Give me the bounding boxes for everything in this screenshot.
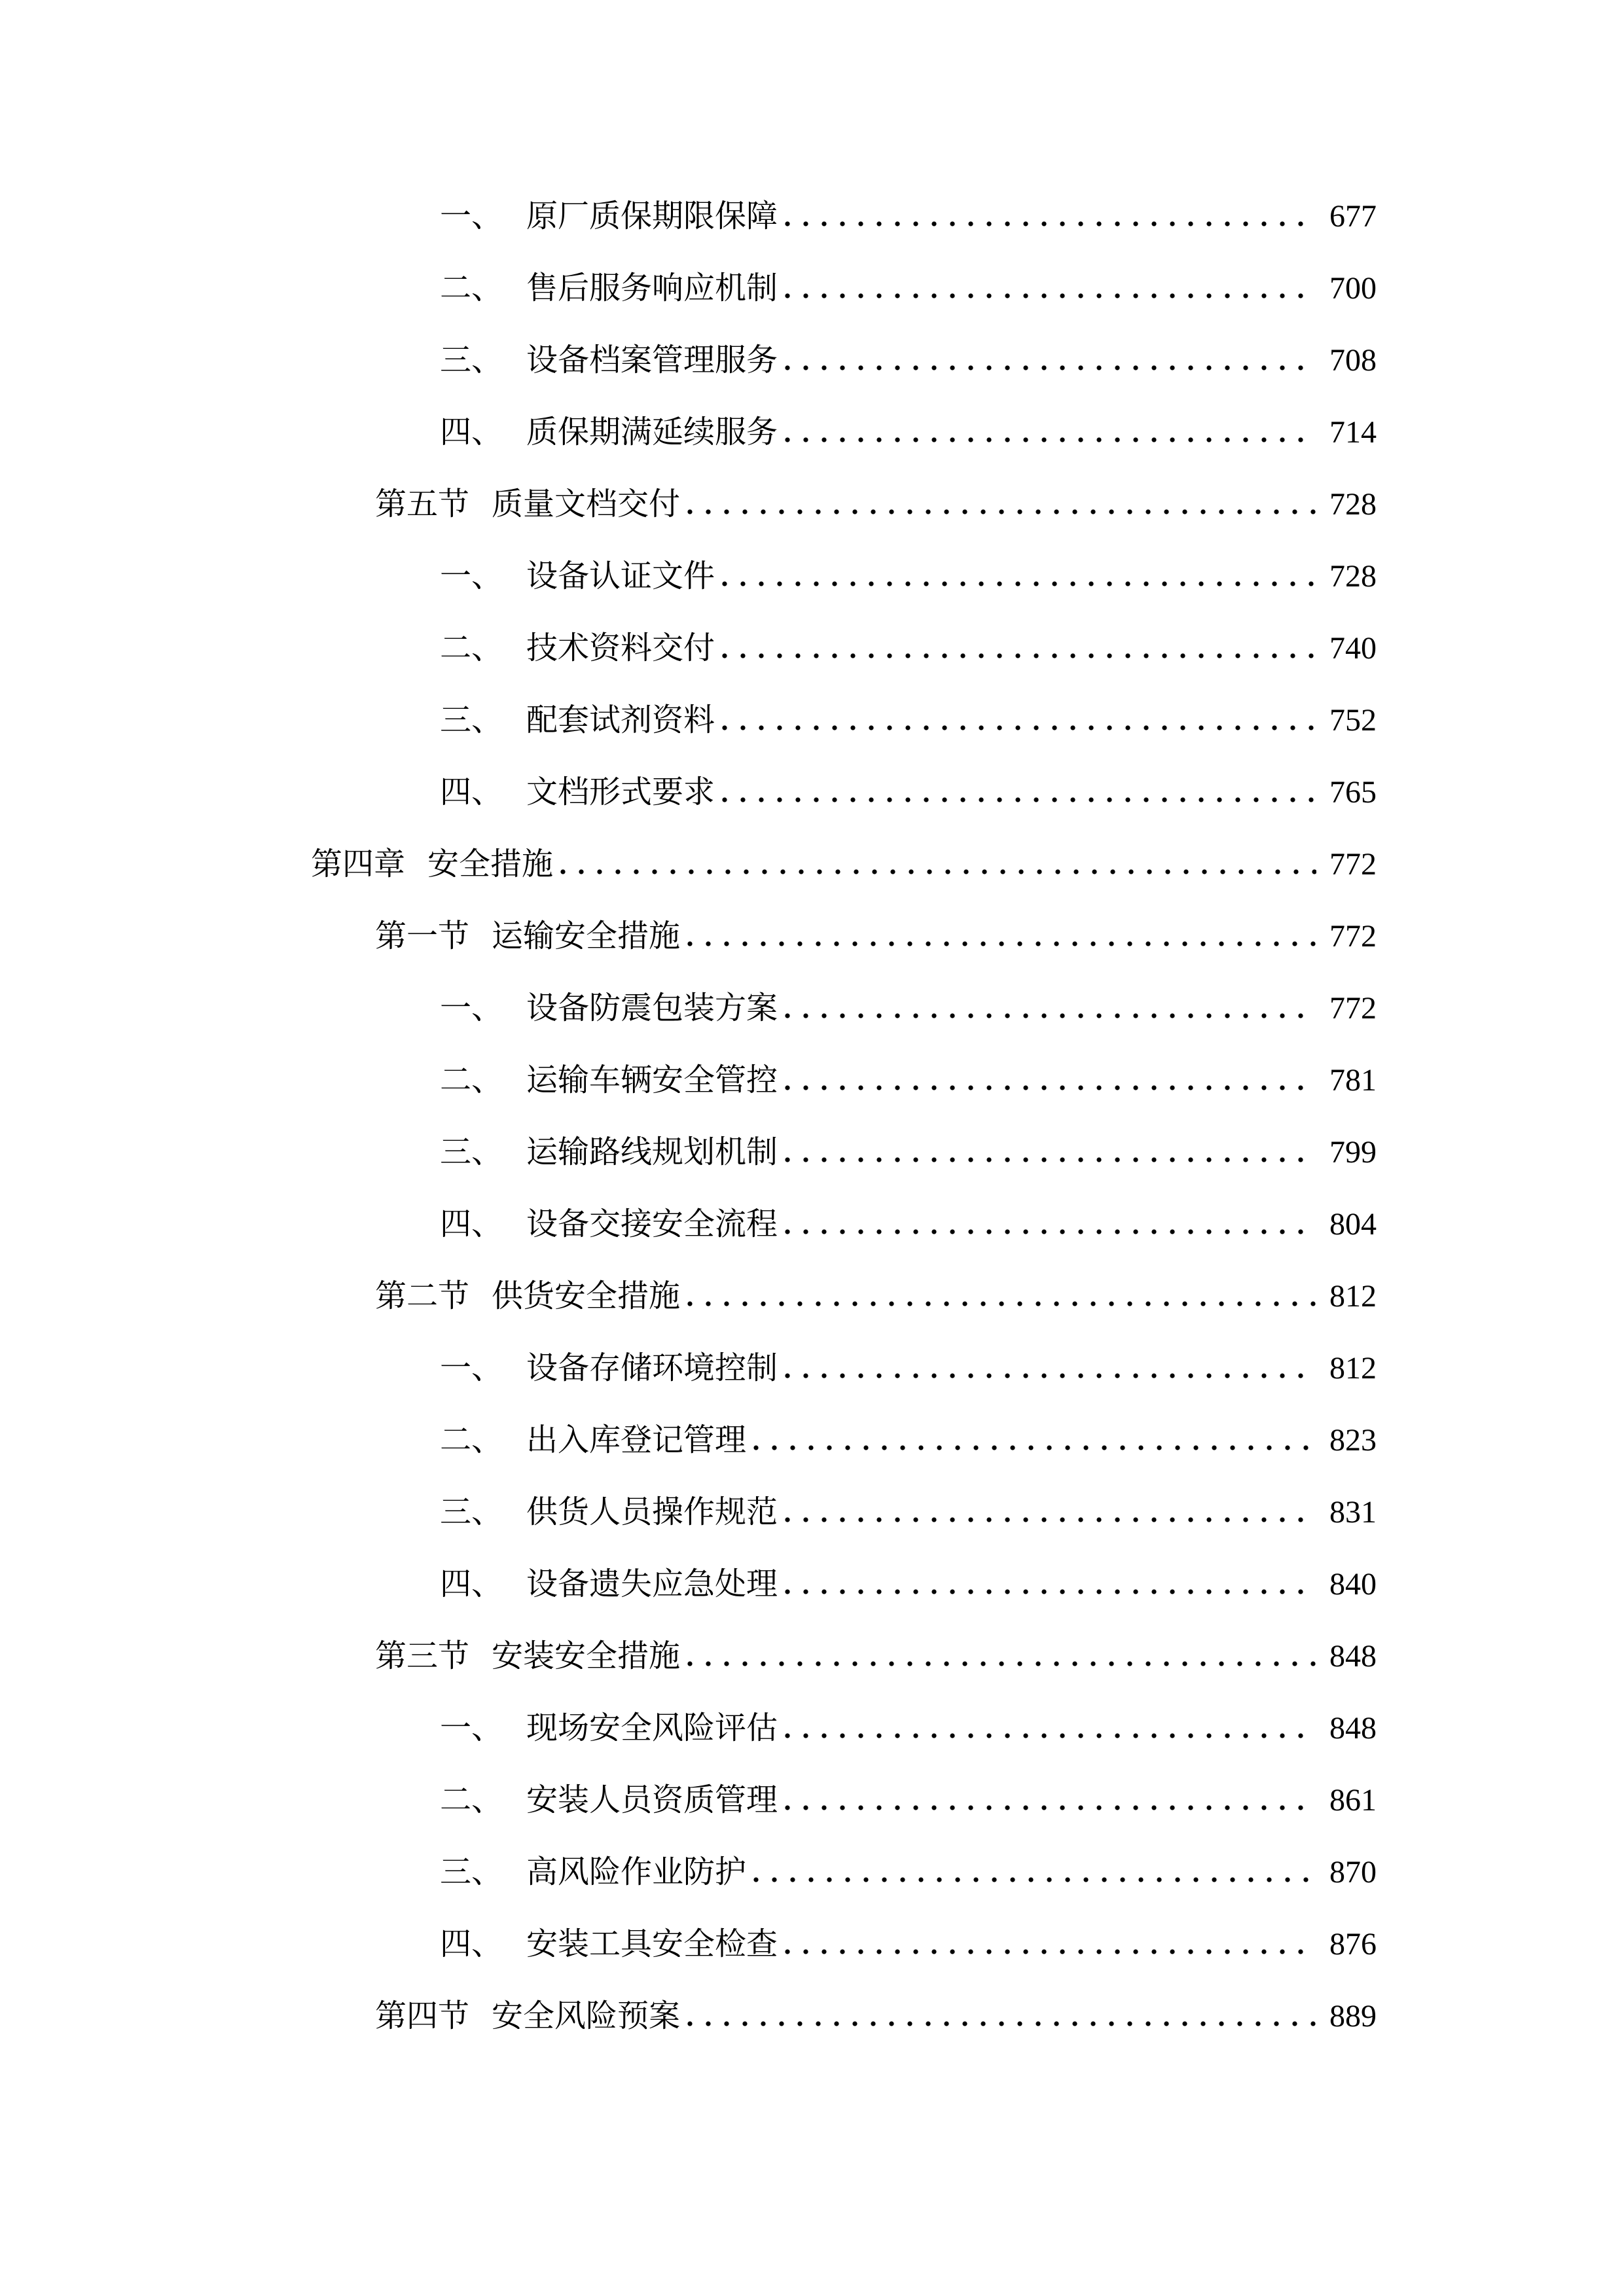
toc-entry[interactable] xyxy=(0,1189,1377,1261)
toc-entry-number: 第一节 xyxy=(375,919,470,954)
table-of-contents xyxy=(0,181,1624,2053)
toc-entry[interactable] xyxy=(0,541,1377,613)
toc-entry-number: 三、 xyxy=(440,1855,503,1890)
toc-entry[interactable] xyxy=(0,1261,1377,1333)
toc-entry[interactable] xyxy=(0,1981,1377,2053)
toc-entry-title: 设备档案管理服务 xyxy=(526,343,778,378)
toc-entry-page-number: 772 xyxy=(1329,847,1377,882)
dot-leader xyxy=(753,1837,1316,1909)
toc-entry-title: 安装安全措施 xyxy=(492,1639,681,1674)
toc-entry-number: 二、 xyxy=(440,271,503,306)
toc-entry-title: 现场安全风险评估 xyxy=(526,1711,778,1746)
toc-entry-number: 第二节 xyxy=(375,1279,470,1314)
toc-entry-page-number: 799 xyxy=(1329,1135,1377,1170)
dot-leader xyxy=(753,1405,1316,1477)
dot-leader xyxy=(721,685,1316,757)
dot-leader xyxy=(784,1333,1316,1405)
toc-entry-title: 运输安全措施 xyxy=(492,919,681,954)
toc-entry-title: 设备存储环境控制 xyxy=(526,1351,778,1386)
toc-entry-number: 二、 xyxy=(440,1423,503,1458)
toc-entry-title: 安全措施 xyxy=(427,847,554,882)
toc-entry-title: 运输路线规划机制 xyxy=(526,1135,778,1170)
toc-entry[interactable] xyxy=(0,685,1377,757)
dot-leader xyxy=(784,1765,1316,1837)
toc-entry[interactable] xyxy=(0,1405,1377,1477)
toc-entry-number: 第三节 xyxy=(375,1639,470,1674)
toc-entry-title: 安装人员资质管理 xyxy=(526,1783,778,1818)
toc-entry[interactable] xyxy=(0,1045,1377,1117)
toc-entry-page-number: 848 xyxy=(1329,1711,1377,1746)
toc-entry-number: 四、 xyxy=(440,1927,503,1962)
toc-entry[interactable] xyxy=(0,1621,1377,1693)
toc-entry-title: 配套试剂资料 xyxy=(526,703,715,738)
toc-entry[interactable] xyxy=(0,829,1377,901)
toc-entry-page-number: 728 xyxy=(1329,487,1377,522)
dot-leader xyxy=(784,1189,1316,1261)
toc-entry-page-number: 740 xyxy=(1329,631,1377,666)
dot-leader xyxy=(784,181,1316,253)
toc-entry-number: 一、 xyxy=(440,1711,503,1746)
toc-entry-page-number: 728 xyxy=(1329,559,1377,594)
toc-entry-page-number: 848 xyxy=(1329,1639,1377,1674)
toc-entry-title: 运输车辆安全管控 xyxy=(526,1063,778,1098)
toc-entry-page-number: 861 xyxy=(1329,1783,1377,1818)
dot-leader xyxy=(784,1117,1316,1189)
dot-leader xyxy=(560,829,1316,901)
toc-entry-page-number: 889 xyxy=(1329,1999,1377,2034)
toc-entry-page-number: 812 xyxy=(1329,1351,1377,1386)
toc-entry-number: 二、 xyxy=(440,1063,503,1098)
toc-entry-number: 一、 xyxy=(440,559,503,594)
toc-entry-number: 一、 xyxy=(440,991,503,1026)
toc-entry[interactable] xyxy=(0,1549,1377,1621)
dot-leader xyxy=(687,1621,1316,1693)
toc-entry-page-number: 708 xyxy=(1329,343,1377,378)
toc-entry[interactable] xyxy=(0,613,1377,685)
toc-entry-number: 二、 xyxy=(440,631,503,666)
dot-leader xyxy=(784,325,1316,397)
dot-leader xyxy=(784,1549,1316,1621)
dot-leader xyxy=(687,469,1316,541)
toc-entry[interactable] xyxy=(0,253,1377,325)
toc-entry-title: 设备交接安全流程 xyxy=(526,1207,778,1242)
toc-entry-title: 高风险作业防护 xyxy=(526,1855,747,1890)
toc-entry-number: 一、 xyxy=(440,199,503,234)
toc-entry[interactable] xyxy=(0,1693,1377,1765)
dot-leader xyxy=(784,253,1316,325)
toc-entry[interactable] xyxy=(0,1909,1377,1981)
toc-entry[interactable] xyxy=(0,1333,1377,1405)
toc-entry[interactable] xyxy=(0,1765,1377,1837)
dot-leader xyxy=(687,901,1316,973)
dot-leader xyxy=(721,613,1316,685)
toc-entry-page-number: 812 xyxy=(1329,1279,1377,1314)
dot-leader xyxy=(687,1981,1316,2053)
toc-entry-title: 文档形式要求 xyxy=(526,775,715,810)
dot-leader xyxy=(784,973,1316,1045)
toc-entry[interactable] xyxy=(0,1117,1377,1189)
toc-entry-page-number: 804 xyxy=(1329,1207,1377,1242)
toc-entry-title: 质保期满延续服务 xyxy=(526,415,778,450)
toc-entry-title: 原厂质保期限保障 xyxy=(526,199,778,234)
toc-entry[interactable] xyxy=(0,181,1377,253)
toc-entry-number: 四、 xyxy=(440,1567,503,1602)
toc-entry[interactable] xyxy=(0,397,1377,469)
dot-leader xyxy=(784,397,1316,469)
toc-entry-title: 设备遗失应急处理 xyxy=(526,1567,778,1602)
toc-entry-page-number: 840 xyxy=(1329,1567,1377,1602)
toc-entry-page-number: 714 xyxy=(1329,415,1377,450)
toc-entry-page-number: 831 xyxy=(1329,1495,1377,1530)
toc-entry[interactable] xyxy=(0,469,1377,541)
toc-entry-title: 设备防震包装方案 xyxy=(526,991,778,1026)
dot-leader xyxy=(784,1693,1316,1765)
toc-entry[interactable] xyxy=(0,901,1377,973)
toc-entry-title: 供货安全措施 xyxy=(492,1279,681,1314)
toc-entry-page-number: 700 xyxy=(1329,271,1377,306)
toc-entry-title: 技术资料交付 xyxy=(526,631,715,666)
toc-entry-page-number: 823 xyxy=(1329,1423,1377,1458)
toc-entry-page-number: 876 xyxy=(1329,1927,1377,1962)
toc-entry[interactable] xyxy=(0,757,1377,829)
toc-entry-number: 二、 xyxy=(440,1783,503,1818)
toc-entry-title: 安全风险预案 xyxy=(492,1999,681,2034)
toc-entry-page-number: 870 xyxy=(1329,1855,1377,1890)
toc-entry-title: 质量文档交付 xyxy=(492,487,681,522)
toc-entry-number: 三、 xyxy=(440,1135,503,1170)
toc-entry-number: 三、 xyxy=(440,703,503,738)
toc-entry-page-number: 765 xyxy=(1329,775,1377,810)
dot-leader xyxy=(784,1909,1316,1981)
toc-entry-number: 第四章 xyxy=(311,847,406,882)
toc-entry-number: 四、 xyxy=(440,1207,503,1242)
dot-leader xyxy=(784,1045,1316,1117)
toc-entry-page-number: 752 xyxy=(1329,703,1377,738)
toc-entry[interactable] xyxy=(0,325,1377,397)
toc-entry-number: 三、 xyxy=(440,1495,503,1530)
dot-leader xyxy=(687,1261,1316,1333)
toc-entry[interactable] xyxy=(0,1477,1377,1549)
toc-entry-title: 出入库登记管理 xyxy=(526,1423,747,1458)
toc-entry-page-number: 677 xyxy=(1329,199,1377,234)
toc-entry[interactable] xyxy=(0,973,1377,1045)
toc-entry-number: 三、 xyxy=(440,343,503,378)
dot-leader xyxy=(784,1477,1316,1549)
toc-entry-number: 四、 xyxy=(440,415,503,450)
toc-entry-page-number: 781 xyxy=(1329,1063,1377,1098)
toc-entry-number: 四、 xyxy=(440,775,503,810)
toc-entry-title: 安装工具安全检查 xyxy=(526,1927,778,1962)
toc-entry-title: 售后服务响应机制 xyxy=(526,271,778,306)
toc-entry[interactable] xyxy=(0,1837,1377,1909)
toc-entry-title: 供货人员操作规范 xyxy=(526,1495,778,1530)
dot-leader xyxy=(721,541,1316,613)
toc-entry-number: 第四节 xyxy=(375,1999,470,2034)
toc-entry-page-number: 772 xyxy=(1329,991,1377,1026)
toc-entry-number: 一、 xyxy=(440,1351,503,1386)
dot-leader xyxy=(721,757,1316,829)
toc-entry-title: 设备认证文件 xyxy=(526,559,715,594)
toc-entry-page-number: 772 xyxy=(1329,919,1377,954)
toc-entry-number: 第五节 xyxy=(375,487,470,522)
